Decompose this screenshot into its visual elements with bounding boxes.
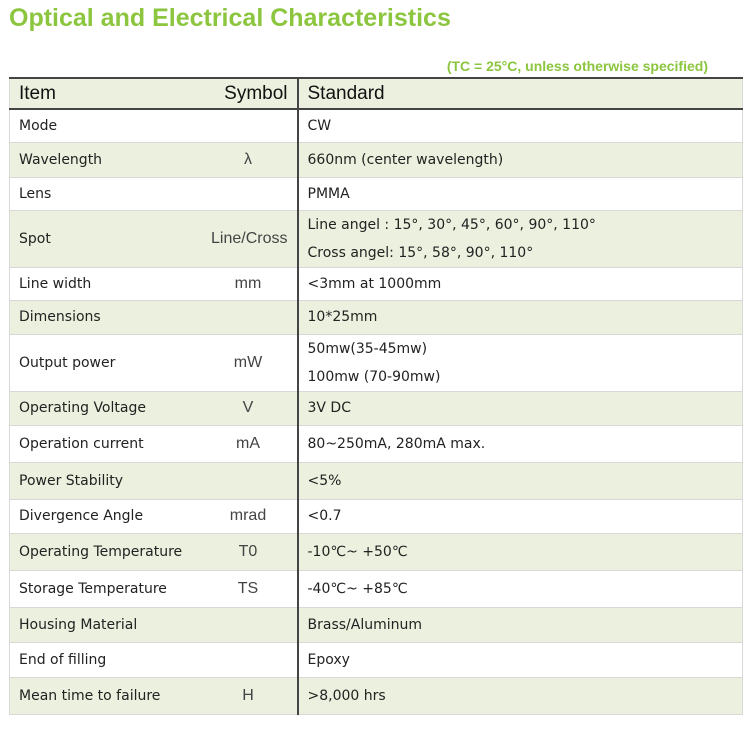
row-standard [298,210,743,267]
table-row [10,210,743,267]
table-row [10,334,743,391]
standard-line: 3V DC [307,400,351,416]
row-item: Dimensions [10,300,200,334]
standard-line: Brass/Aluminum [307,616,422,633]
standard-line: PMMA [307,185,350,202]
page-title: Optical and Electrical Characteristics [9,4,451,32]
row-item: Line width [10,267,200,300]
standard-line: Cross angel: 15°, 58°, 90°, 110° [307,244,534,261]
standard-line: <5% [307,472,342,489]
standard-line: -40℃~ +85℃ [307,580,408,597]
row-standard [298,425,743,462]
row-symbol [200,642,298,677]
row-symbol [200,300,298,334]
row-standard [298,677,743,714]
row-standard [298,499,743,533]
row-symbol [200,177,298,210]
row-item: Lens [10,177,200,210]
row-symbol: mW [200,334,298,391]
standard-line: Line angel : 15°, 30°, 45°, 60°, 90°, 110° [307,216,596,233]
characteristics-table [9,77,743,715]
table-header-row [10,78,743,109]
row-symbol: H [200,677,298,714]
row-standard [298,177,743,210]
table-row [10,142,743,177]
row-symbol: mA [200,425,298,462]
row-symbol [200,109,298,142]
row-item: Storage Temperature [10,570,200,607]
header-standard: Standard [298,78,743,109]
row-item: Housing Material [10,607,200,642]
standard-line: <3mm at 1000mm [307,275,442,292]
row-item: Output power [10,334,200,391]
row-symbol [200,462,298,499]
table-row [10,109,743,142]
row-item: Operating Temperature [10,533,200,570]
row-symbol [200,607,298,642]
conditions-note: (TC = 25°C, unless otherwise specified) [446,58,708,74]
standard-line: 50mw(35-45mw) [307,340,428,357]
standard-line: 80~250mA, 280mA max. [307,435,486,452]
row-symbol: TS [200,570,298,607]
table-row [10,391,743,425]
table-row [10,267,743,300]
row-standard [298,533,743,570]
row-item: Wavelength [10,142,200,177]
header-item: Item [10,78,200,109]
row-item: Power Stability [10,462,200,499]
table-row [10,300,743,334]
table-row [10,499,743,533]
table-row [10,533,743,570]
table-row [10,570,743,607]
row-symbol: mrad [200,499,298,533]
standard-line: 660nm (center wavelength) [307,151,504,168]
row-item: Spot [10,210,200,267]
row-standard [298,300,743,334]
row-standard [298,391,743,425]
row-standard [298,642,743,677]
standard-line: >8,000 hrs [307,687,386,704]
row-standard [298,109,743,142]
row-standard [298,334,743,391]
standard-line: 100mw (70-90mw) [307,368,441,385]
row-symbol: T0 [200,533,298,570]
standard-line: Epoxy [307,651,350,668]
row-item: Operating Voltage [10,391,200,425]
table-row [10,642,743,677]
header-symbol: Symbol [200,78,298,109]
row-item: Divergence Angle [10,499,200,533]
row-symbol: λ [200,142,298,177]
table-row [10,462,743,499]
row-symbol: mm [200,267,298,300]
row-standard [298,462,743,499]
table-row [10,677,743,714]
row-item: Operation current [10,425,200,462]
row-item: Mode [10,109,200,142]
row-item: Mean time to failure [10,677,200,714]
row-symbol: Line/Cross [200,210,298,267]
row-symbol: V [200,391,298,425]
table-row [10,607,743,642]
row-standard [298,267,743,300]
standard-line: -10℃~ +50℃ [307,543,408,560]
standard-line: <0.7 [307,508,342,524]
standard-line: CW [307,117,332,134]
row-standard [298,142,743,177]
row-standard [298,570,743,607]
table-row [10,177,743,210]
row-item: End of filling [10,642,200,677]
table-row [10,425,743,462]
standard-line: 10*25mm [307,309,378,325]
row-standard [298,607,743,642]
